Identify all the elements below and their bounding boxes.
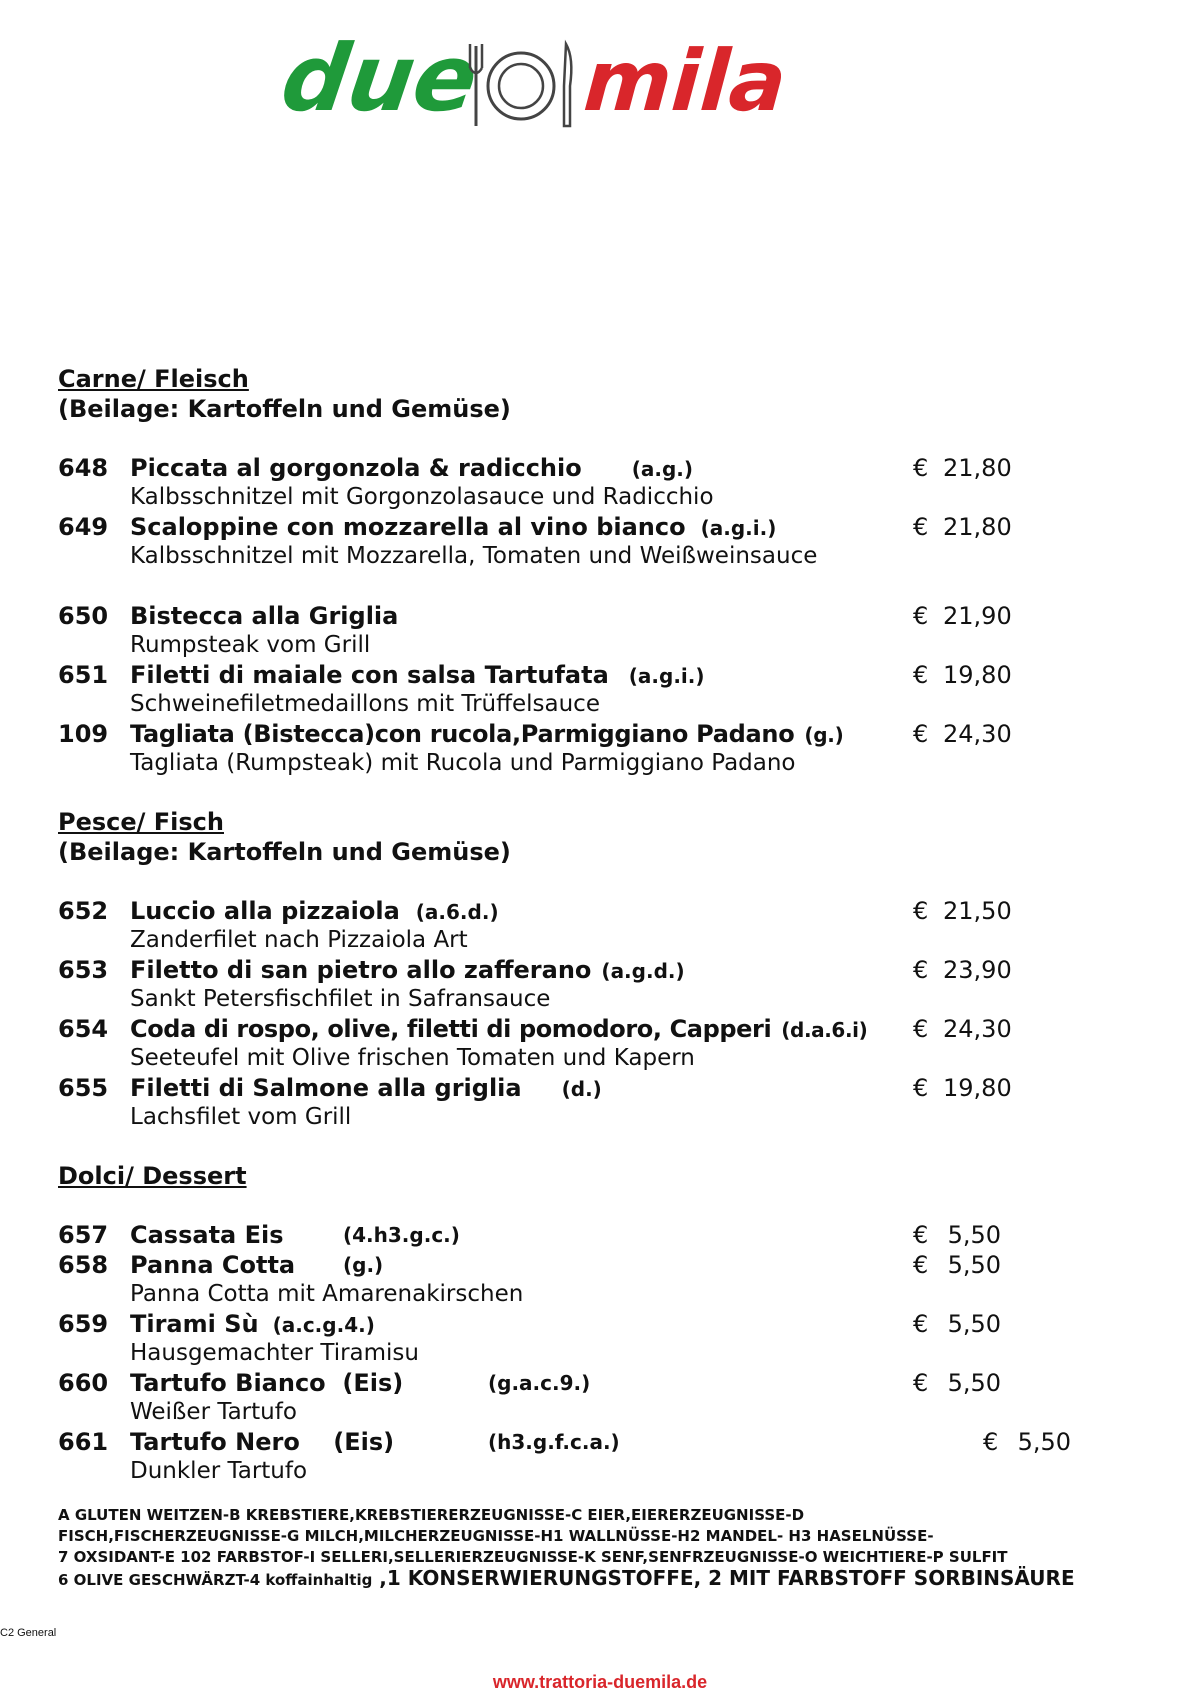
price-value: 5,50 (1017, 1428, 1071, 1456)
price-value: 5,50 (947, 1369, 1001, 1397)
item-number: 109 (58, 720, 109, 748)
currency-symbol: € (913, 1251, 929, 1279)
footnote-line: FISCH,FISCHERZEUGNISSE-G MILCH,MILCHERZEUGNISSE-H1 WALLNÜSSE-H2 MANDEL- H3 HASELNÜSSE- (58, 1527, 934, 1545)
item-name: Filetti di maiale con salsa Tartufata (130, 661, 609, 689)
item-name: Piccata al gorgonzola & radicchio (130, 454, 582, 482)
website-link[interactable] (0, 1672, 1200, 1693)
item-name-line (130, 512, 776, 543)
item-allergen: (a.c.g.4.) (272, 1313, 375, 1337)
currency-symbol: € (913, 956, 929, 984)
section-dolci (58, 1161, 1138, 1486)
duemila-logo (275, 24, 790, 138)
section-pesce (58, 807, 1138, 1132)
item-name: Tartufo Bianco (Eis) (130, 1369, 404, 1397)
item-name-line (130, 1309, 375, 1340)
menu-item (58, 660, 1138, 719)
item-number: 650 (58, 602, 109, 630)
item-name-line (130, 660, 705, 691)
price-value: 19,80 (943, 661, 1012, 689)
item-description: Schweinefiletmedaillons mit Trüffelsauce (130, 691, 600, 717)
item-number: 655 (58, 1074, 109, 1102)
section-subtitle: (Beilage: Kartoffeln und Gemüse) (58, 395, 511, 423)
item-price (913, 1014, 1012, 1044)
price-value: 5,50 (947, 1310, 1001, 1338)
menu-item (58, 1014, 1138, 1073)
item-name: Filetto di san pietro allo zafferano (130, 956, 592, 984)
item-name-line (130, 955, 685, 986)
item-number: 659 (58, 1310, 109, 1338)
item-allergen: (a.g.) (631, 457, 694, 481)
footnote-line: A GLUTEN WEITZEN-B KREBSTIERE,KREBSTIERERZEUGNISSE-C EIER,EIERERZEUGNISSE-D (58, 1506, 805, 1524)
price-value: 5,50 (947, 1251, 1001, 1279)
item-allergen: (a.6.d.) (415, 900, 499, 924)
item-price (913, 1250, 1001, 1280)
price-value: 19,80 (943, 1074, 1012, 1102)
item-name: Luccio alla pizzaiola (130, 897, 400, 925)
item-name: Scaloppine con mozzarella al vino bianco (130, 513, 686, 541)
menu-item (58, 955, 1138, 1014)
currency-symbol: € (983, 1428, 999, 1456)
currency-symbol: € (913, 513, 929, 541)
section-title: Carne/ Fleisch (58, 365, 249, 393)
menu-item (58, 1250, 1138, 1309)
item-allergen: (h3.g.f.c.a.) (488, 1430, 620, 1454)
item-name-line (130, 453, 693, 484)
item-number: 648 (58, 454, 109, 482)
item-allergen: (g.) (804, 723, 844, 747)
menu-item (58, 1427, 1138, 1486)
item-allergen: (d.) (561, 1077, 602, 1101)
item-description: Panna Cotta mit Amarenakirschen (130, 1281, 524, 1307)
menu-item (58, 719, 1138, 778)
item-name-line (130, 1014, 867, 1045)
item-price (913, 1309, 1001, 1339)
item-description: Zanderfilet nach Pizzaiola Art (130, 927, 468, 953)
item-number: 654 (58, 1015, 109, 1043)
logo-text-mila: mila (580, 32, 790, 130)
item-name: Filetti di Salmone alla griglia (130, 1074, 522, 1102)
item-number: 652 (58, 897, 109, 925)
item-price (913, 601, 1012, 631)
menu-item (58, 1309, 1138, 1368)
item-description: Rumpsteak vom Grill (130, 632, 371, 658)
menu-item (58, 453, 1138, 512)
currency-symbol: € (913, 1015, 929, 1043)
item-description: Hausgemachter Tiramisu (130, 1340, 419, 1366)
price-value: 24,30 (943, 1015, 1012, 1043)
currency-symbol: € (913, 661, 929, 689)
currency-symbol: € (913, 1369, 929, 1397)
logo-text-due: due (275, 24, 485, 132)
item-description: Kalbsschnitzel mit Mozzarella, Tomaten und Weißweinsauce (130, 543, 818, 569)
currency-symbol: € (913, 1074, 929, 1102)
price-value: 21,50 (943, 897, 1012, 925)
price-value: 24,30 (943, 720, 1012, 748)
currency-symbol: € (913, 454, 929, 482)
item-name: Tagliata (Bistecca)con rucola,Parmiggiano Padano (130, 720, 795, 748)
item-description: Weißer Tartufo (130, 1399, 297, 1425)
item-name: Tartufo Nero (Eis) (130, 1428, 395, 1456)
currency-symbol: € (913, 602, 929, 630)
item-number: 657 (58, 1221, 109, 1249)
item-allergen: (4.h3.g.c.) (343, 1223, 460, 1247)
menu-item (58, 1220, 1138, 1250)
currency-symbol: € (913, 1221, 929, 1249)
menu-item (58, 512, 1138, 571)
item-description: Sankt Petersfischfilet in Safransauce (130, 986, 551, 1012)
item-description: Lachsfilet vom Grill (130, 1104, 352, 1130)
price-value: 21,90 (943, 602, 1012, 630)
item-name: Bistecca alla Griglia (130, 602, 399, 630)
price-value: 21,80 (943, 454, 1012, 482)
item-number: 651 (58, 661, 109, 689)
item-description: Tagliata (Rumpsteak) mit Rucola und Parmiggiano Padano (130, 750, 796, 776)
item-number: 658 (58, 1251, 109, 1279)
item-allergen: (a.g.i.) (700, 516, 777, 540)
item-price (913, 453, 1012, 483)
footnote-line: 7 OXSIDANT-E 102 FARBSTOF-I SELLERI,SELLERIERZEUGNISSE-K SENF,SENFRZEUGNISSE-O WEICHTIERE-P SULFIT (58, 1548, 1008, 1566)
item-name: Coda di rospo, olive, filetti di pomodoro, Capperi (130, 1015, 772, 1043)
item-description: Dunkler Tartufo (130, 1458, 308, 1484)
item-price (913, 1368, 1001, 1398)
item-name-line (130, 1073, 602, 1104)
price-value: 5,50 (947, 1221, 1001, 1249)
item-price (983, 1427, 1071, 1457)
section-carne (58, 364, 1138, 778)
item-number: 653 (58, 956, 109, 984)
item-description: Kalbsschnitzel mit Gorgonzolasauce und Radicchio (130, 484, 714, 510)
footnote-text-large: ,1 KONSERWIERUNGSTOFFE, 2 MIT FARBSTOFF SORBINSÄURE (372, 1566, 1075, 1590)
website-url[interactable]: www.trattoria-duemila.de (492, 1672, 708, 1692)
item-allergen: (g.a.c.9.) (488, 1371, 591, 1395)
price-value: 21,80 (943, 513, 1012, 541)
allergen-footnote (58, 1505, 1158, 1591)
menu-item (58, 601, 1138, 660)
item-number: 660 (58, 1369, 109, 1397)
currency-symbol: € (913, 897, 929, 925)
item-price (913, 719, 1012, 749)
plate-cutlery-icon (470, 44, 571, 126)
item-allergen: (g.) (343, 1253, 384, 1277)
price-value: 23,90 (943, 956, 1012, 984)
menu-list (58, 364, 1138, 1486)
item-price (913, 512, 1012, 542)
currency-symbol: € (913, 1310, 929, 1338)
classification-label: C2 General (0, 1627, 57, 1639)
item-number: 661 (58, 1428, 109, 1456)
menu-item (58, 1073, 1138, 1132)
item-allergen: (a.g.i.) (628, 664, 705, 688)
currency-symbol: € (913, 720, 929, 748)
item-allergen: (d.a.6.i) (781, 1018, 868, 1042)
item-name: Panna Cotta (130, 1251, 296, 1279)
item-name: Cassata Eis (130, 1221, 284, 1249)
item-price (913, 1073, 1012, 1103)
section-title: Pesce/ Fisch (58, 808, 224, 836)
section-subtitle: (Beilage: Kartoffeln und Gemüse) (58, 838, 511, 866)
footnote-line (58, 1568, 1158, 1591)
section-title: Dolci/ Dessert (58, 1162, 247, 1190)
item-allergen: (a.g.d.) (601, 959, 685, 983)
menu-item (58, 1368, 1138, 1427)
item-name-line (130, 719, 843, 750)
item-price (913, 1220, 1001, 1250)
item-name: Tirami Sù (130, 1310, 259, 1338)
item-price (913, 896, 1012, 926)
item-number: 649 (58, 513, 109, 541)
item-name-line (130, 896, 499, 927)
item-price (913, 660, 1012, 690)
footnote-text: 6 OLIVE GESCHWÄRZT-4 koffainhaltig (58, 1571, 373, 1589)
menu-item (58, 896, 1138, 955)
item-price (913, 955, 1012, 985)
item-description: Seeteufel mit Olive frischen Tomaten und Kapern (130, 1045, 695, 1071)
